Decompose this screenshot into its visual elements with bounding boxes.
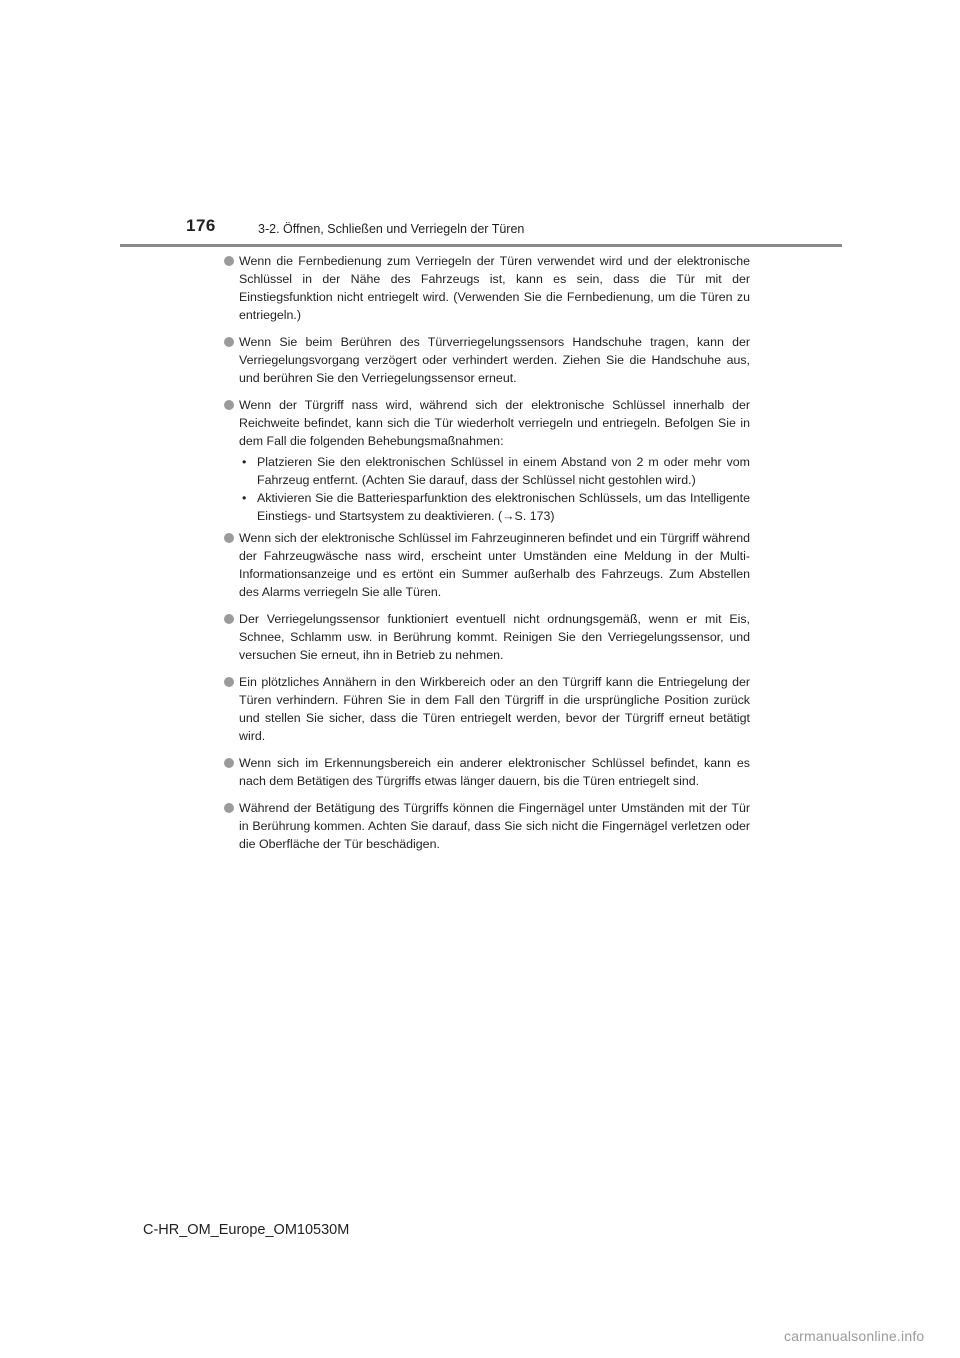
- paragraph-text: Während der Betätigung des Türgriffs können die Fingernägel unter Umständen mit der Tür in Berührung kommen. Achten Sie darauf, dass Sie sich nicht die Fingernägel verletzen oder die Oberfläche der Tür beschädigen.: [239, 801, 750, 851]
- paragraph: [222, 754, 750, 790]
- paragraph-text: Wenn sich der elektronische Schlüssel im Fahrzeuginneren befindet und ein Türgriff während der Fahrzeugwäsche nass wird, erscheint unter Umständen eine Meldung in der Multi-Informationsanzeige und es ertönt ein Summer außerhalb des Fahrzeugs. Zum Abstellen des Alarms verriegeln Sie alle Türen.: [239, 531, 750, 599]
- paragraph: [222, 252, 750, 324]
- paragraph: [222, 529, 750, 601]
- sub-bullet-icon: •: [242, 491, 247, 505]
- sub-list: [239, 453, 750, 525]
- paragraph: [222, 799, 750, 853]
- paragraph: [222, 396, 750, 525]
- bullet-icon: [224, 803, 234, 813]
- page-number: 176: [186, 216, 216, 235]
- paragraph-text: Ein plötzliches Annähern in den Wirkbereich oder an den Türgriff kann die Entriegelung der Türen verhindern. Führen Sie in dem Fall den Türgriff in die ursprüngliche Position zurück und stellen Sie sicher, dass die Türen entriegelt werden, bevor der Türgriff erneut betätigt wird.: [239, 675, 750, 743]
- bullet-icon: [224, 256, 234, 266]
- footer-document-id: C-HR_OM_Europe_OM10530M: [143, 1222, 350, 1238]
- header-rule: [120, 244, 842, 247]
- paragraph-text: Wenn Sie beim Berühren des Türverriegelungssensors Handschuhe tragen, kann der Verriegelungsvorgang verzögert oder verhindert werden. Ziehen Sie die Handschuhe aus, und berühren Sie den Verriegelungssensor erneut.: [239, 335, 750, 385]
- content-body: [222, 252, 750, 862]
- sub-bullet-icon: •: [242, 455, 247, 469]
- bullet-icon: [224, 337, 234, 347]
- sub-list-item: [239, 453, 750, 489]
- paragraph: [222, 333, 750, 387]
- section-title: 3-2. Öffnen, Schließen und Verriegeln der Türen: [258, 222, 525, 236]
- sub-item-text: Aktivieren Sie die Batteriesparfunktion des elektronischen Schlüssels, um das Intelligente Einstiegs- und Startsystem zu deaktivieren. (→S. 173): [257, 491, 750, 523]
- paragraph-text: Wenn der Türgriff nass wird, während sich der elektronische Schlüssel innerhalb der Reichweite befindet, kann sich die Tür wiederholt verriegeln und entriegeln. Befolgen Sie in dem Fall die folgenden Behebungsmaßnahmen:: [239, 398, 750, 448]
- watermark-link[interactable]: carmanualsonline.info: [784, 1328, 925, 1344]
- sub-list-item: [239, 489, 750, 525]
- paragraph: [222, 610, 750, 664]
- paragraph-text: Der Verriegelungssensor funktioniert eventuell nicht ordnungsgemäß, wenn er mit Eis, Schnee, Schlamm usw. in Berührung kommt. Reinigen Sie den Verriegelungssensor, und versuchen Sie erneut, ihn in Betrieb zu nehmen.: [239, 612, 750, 662]
- bullet-icon: [224, 758, 234, 768]
- bullet-icon: [224, 677, 234, 687]
- bullet-icon: [224, 614, 234, 624]
- paragraph: [222, 673, 750, 745]
- sub-item-text: Platzieren Sie den elektronischen Schlüssel in einem Abstand von 2 m oder mehr vom Fahrzeug entfernt. (Achten Sie darauf, dass der Schlüssel nicht gestohlen wird.): [257, 455, 750, 487]
- bullet-icon: [224, 533, 234, 543]
- paragraph-text: Wenn sich im Erkennungsbereich ein anderer elektronischer Schlüssel befindet, kann es nach dem Betätigen des Türgriffs etwas länger dauern, bis die Türen entriegelt sind.: [239, 756, 750, 788]
- bullet-icon: [224, 400, 234, 410]
- paragraph-text: Wenn die Fernbedienung zum Verriegeln der Türen verwendet wird und der elektronische Schlüssel in der Nähe des Fahrzeugs ist, kann es sein, dass die Tür mit der Einstiegsfunktion nicht entriegelt wird. (Verwenden Sie die Fernbedienung, um die Türen zu entriegeln.): [239, 254, 750, 322]
